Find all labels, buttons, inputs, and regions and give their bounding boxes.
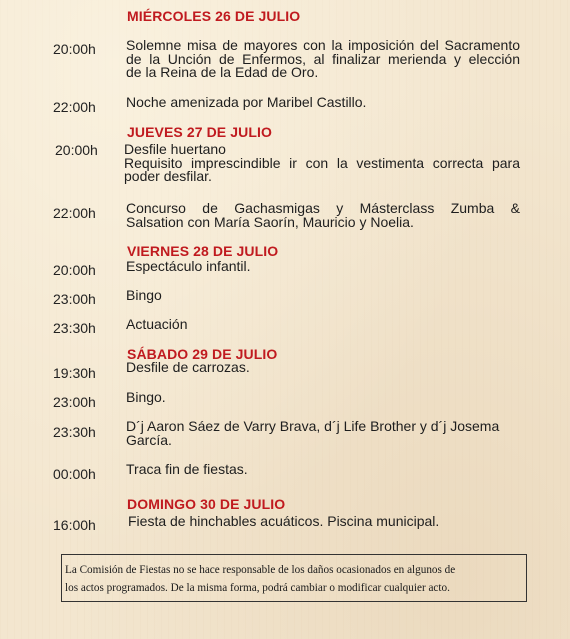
event-time: 23:30h bbox=[53, 320, 96, 336]
event-time: 22:00h bbox=[53, 205, 96, 221]
event-description-line: de la Reina de la Edad de Oro. bbox=[126, 64, 319, 80]
event-description bbox=[128, 515, 522, 529]
event-time: 00:00h bbox=[53, 466, 96, 482]
event-description bbox=[124, 143, 520, 184]
day-heading-sunday: DOMINGO 30 DE JULIO bbox=[127, 496, 286, 512]
event-time: 20:00h bbox=[55, 142, 98, 158]
event-description-line: Traca fin de fiestas. bbox=[126, 461, 248, 477]
event-time: 23:30h bbox=[53, 424, 96, 440]
event-description-line: Bingo bbox=[126, 287, 162, 303]
event-description-line: Fiesta de hinchables acuáticos. Piscina municipal. bbox=[128, 513, 440, 529]
event-description-line: Bingo. bbox=[126, 389, 166, 405]
event-time: 22:00h bbox=[53, 99, 96, 115]
event-time: 20:00h bbox=[53, 262, 96, 278]
event-description-line: García. bbox=[126, 431, 172, 448]
event-description-line: Salsation con María Saorín, Mauricio y Noelia. bbox=[126, 213, 414, 230]
event-description bbox=[126, 289, 520, 303]
day-heading-wednesday: MIÉRCOLES 26 DE JULIO bbox=[127, 8, 301, 24]
day-heading-thursday: JUEVES 27 DE JULIO bbox=[127, 124, 272, 140]
event-description bbox=[126, 39, 520, 80]
event-description bbox=[126, 260, 520, 274]
disclaimer-notice bbox=[61, 554, 527, 602]
event-description-line: D´j Aaron Sáez de Varry Brava, d´j Life Brother y d´j Josema bbox=[126, 418, 500, 434]
event-description-line: Concurso de Gachasmigas y Másterclass Zumba & bbox=[126, 200, 520, 216]
event-time: 20:00h bbox=[53, 41, 96, 57]
event-description-line: Solemne misa de mayores con la imposición del Sacramento bbox=[126, 37, 520, 53]
event-description bbox=[126, 202, 520, 229]
event-time: 23:00h bbox=[53, 394, 96, 410]
event-description-line: Espectáculo infantil. bbox=[126, 258, 251, 274]
disclaimer-line: los actos programados. De la misma forma, podrá cambiar o modificar cualquier acto. bbox=[65, 582, 450, 594]
event-description-line: de la Unción de Enfermos, al finalizar merienda y elección bbox=[126, 50, 520, 67]
event-description bbox=[126, 96, 520, 110]
day-heading-friday: VIERNES 28 DE JULIO bbox=[127, 243, 279, 259]
event-description-line: poder desfilar. bbox=[124, 168, 212, 184]
day-heading-saturday: SÁBADO 29 DE JULIO bbox=[127, 346, 278, 362]
event-description-line: Desfile huertano bbox=[124, 141, 226, 157]
event-description-line: Desfile de carrozas. bbox=[126, 359, 250, 375]
event-description-line: Requisito imprescindible ir con la vestimenta correcta para bbox=[124, 154, 520, 171]
event-time: 16:00h bbox=[53, 517, 96, 533]
event-description bbox=[126, 463, 520, 477]
event-description bbox=[126, 420, 520, 447]
disclaimer-line: La Comisión de Fiestas no se hace responsable de los daños ocasionados en algunos de bbox=[65, 564, 456, 576]
event-description bbox=[126, 361, 520, 375]
event-time: 19:30h bbox=[53, 365, 96, 381]
event-description bbox=[126, 391, 520, 405]
event-description bbox=[126, 318, 520, 332]
event-description-line: Noche amenizada por Maribel Castillo. bbox=[126, 94, 367, 110]
event-description-line: Actuación bbox=[126, 316, 188, 332]
event-time: 23:00h bbox=[53, 291, 96, 307]
